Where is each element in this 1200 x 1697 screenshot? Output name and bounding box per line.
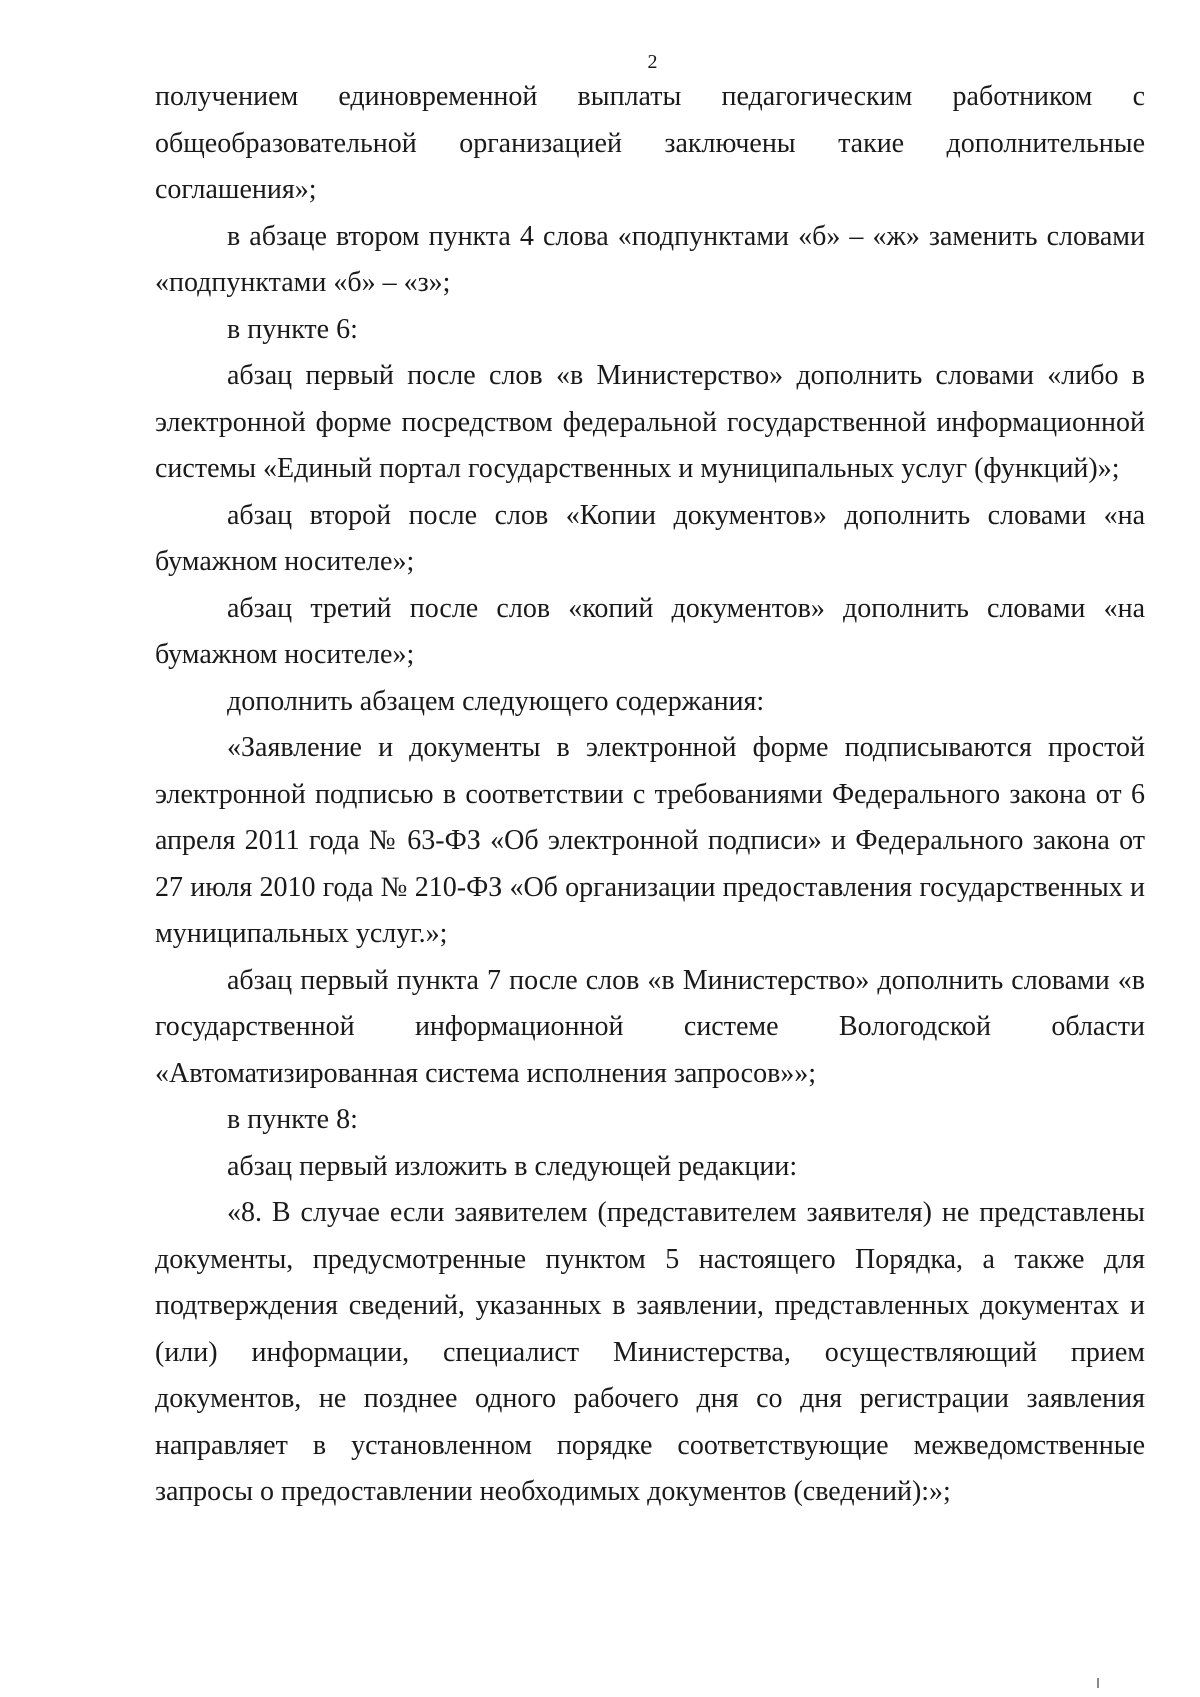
- paragraph-item-7-amendment: абзац первый пункта 7 после слов «в Министерство» дополнить словами «в государственной информационной системе Вологодской области «Автоматизированная система исполнения запросов»»;: [155, 964, 1145, 1089]
- paragraph-item-8-new-wording: абзац первый изложить в следующей редакции:: [227, 1150, 798, 1182]
- scan-mark: [1097, 1678, 1099, 1688]
- paragraph-electronic-signature: «Заявление и документы в электронной форме подписываются простой электронной подписью в соответствии с требованиями Федерального закона от 6 апреля 2011 года № 63-ФЗ «Об электронной подписи» и Федерального закона от 27 июля 2010 года № 210-ФЗ «Об организации предоставления государственных и муниципальных услуг.»;: [155, 732, 1145, 949]
- paragraph-item-6-second: абзац второй после слов «Копии документов» дополнить словами «на бумажном носителе»;: [155, 499, 1145, 577]
- paragraph-continuation: получением единовременной выплаты педагогическим работником с общеобразовательной организацией заключены такие дополнительные соглашения»;: [155, 81, 1145, 205]
- paragraph-item-6-third: абзац третий после слов «копий документов» дополнить словами «на бумажном носителе»;: [155, 592, 1145, 670]
- paragraph-item-8-heading: в пункте 8:: [227, 1104, 358, 1135]
- paragraph-item-6-first: абзац первый после слов «в Министерство» дополнить словами «либо в электронной форме посредством федеральной государственной информационной системы «Единый портал государственных и муниципальных услуг (функций)»;: [155, 360, 1145, 484]
- paragraph-item-4-amendment: в абзаце втором пункта 4 слова «подпунктами «б» – «ж» заменить словами «подпунктами «б» – «з»;: [155, 220, 1145, 298]
- paragraph-item-6-heading: в пункте 6:: [227, 313, 358, 345]
- document-body: [155, 74, 1145, 1516]
- paragraph-item-8-text: «8. В случае если заявителем (представителем заявителя) не представлены документы, предусмотренные пунктом 5 настоящего Порядка, а также для подтверждения сведений, указанных в заявлении, представленных документах и (или) информации, специалист Министерства, осуществляющий прием документов, не позднее одного рабочего дня со дня регистрации заявления направляет в установленном порядке соответствующие межведомственные запросы о предоставлении необходимых документов (сведений):»;: [155, 1197, 1145, 1507]
- paragraph-add-clause: дополнить абзацем следующего содержания:: [227, 685, 765, 717]
- page-number: 2: [647, 51, 658, 73]
